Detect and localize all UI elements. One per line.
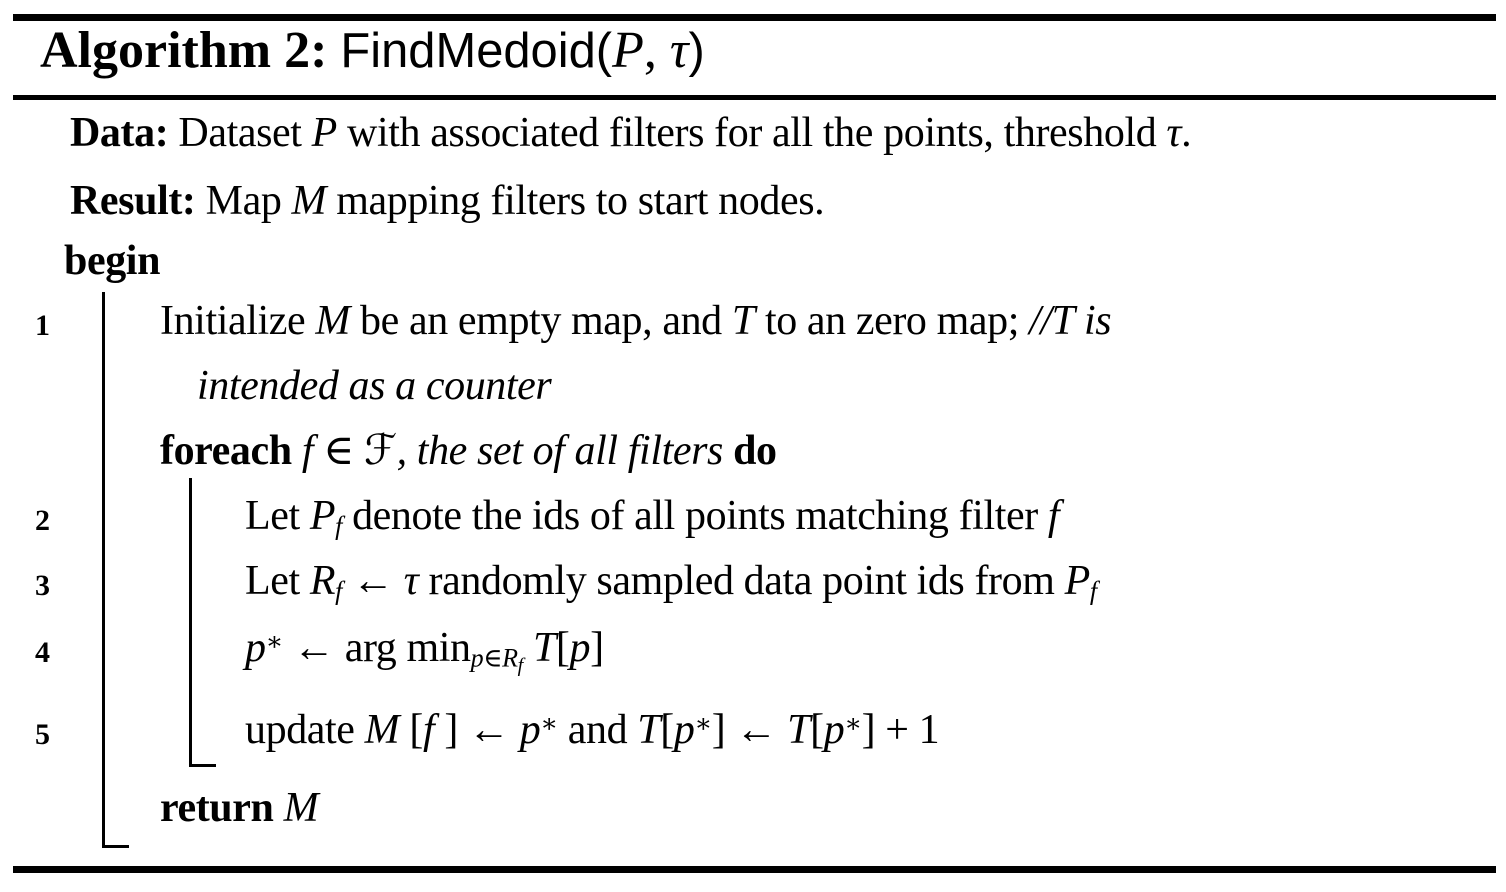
- begin-block-scope-line: [102, 292, 129, 848]
- line-number-4: 4: [35, 636, 50, 669]
- text-segment: M: [291, 178, 327, 224]
- text-segment: ∗: [694, 709, 712, 739]
- code-line-foreach: [160, 430, 777, 472]
- text-segment: to an zero map;: [754, 298, 1030, 344]
- text-segment: M: [364, 707, 400, 753]
- text-segment: ,: [643, 22, 670, 79]
- text-segment: ∗: [265, 627, 283, 657]
- bottom-rule: [13, 866, 1496, 873]
- text-segment: ] + 1: [861, 707, 940, 753]
- text-segment: with associated filters for all the points, threshold: [336, 110, 1167, 156]
- text-segment: randomly sampled data point ids from: [418, 558, 1065, 604]
- code-line-data: [70, 112, 1191, 154]
- text-segment: M: [283, 785, 319, 831]
- text-segment: FindMedoid: [340, 24, 596, 78]
- text-segment: f: [1047, 493, 1060, 539]
- text-segment: p: [245, 625, 266, 671]
- text-segment: f: [335, 576, 342, 606]
- text-segment: p: [673, 707, 695, 753]
- text-segment: ∗: [844, 709, 862, 739]
- text-segment: P: [309, 493, 336, 539]
- text-segment: update: [245, 707, 365, 753]
- line-number-3: 3: [35, 569, 50, 602]
- code-line-3: [245, 560, 1097, 605]
- text-segment: [: [810, 707, 824, 753]
- text-segment: [: [399, 707, 423, 753]
- text-segment: p: [519, 707, 541, 753]
- text-segment: f: [517, 654, 523, 677]
- text-segment: mapping filters to start nodes.: [326, 178, 825, 224]
- algorithm-title: [40, 22, 705, 79]
- text-segment: f: [335, 511, 342, 541]
- text-segment: , the set of all filters: [396, 428, 734, 474]
- text-segment: τ: [669, 22, 689, 79]
- text-segment: Let: [245, 493, 310, 539]
- text-segment: f: [301, 428, 314, 474]
- text-segment: ]: [590, 625, 604, 671]
- text-segment: τ: [403, 558, 419, 604]
- code-line-1-continued: [197, 365, 551, 407]
- text-segment: R: [309, 558, 336, 604]
- text-segment: [327, 22, 340, 79]
- text-segment: f: [422, 707, 435, 753]
- text-segment: return: [160, 785, 284, 831]
- text-segment: p: [823, 707, 845, 753]
- code-line-return: [160, 787, 318, 829]
- text-segment: R: [502, 643, 518, 673]
- text-segment: [: [555, 625, 570, 671]
- text-segment: f: [1089, 576, 1097, 606]
- text-segment: ℱ: [363, 428, 397, 474]
- text-segment: Data:: [70, 110, 169, 156]
- text-segment: ∗: [540, 709, 558, 739]
- text-segment: ): [688, 24, 705, 78]
- text-segment: be an empty map, and: [349, 298, 732, 344]
- code-line-5: [245, 709, 939, 751]
- text-segment: Dataset: [168, 110, 312, 156]
- text-segment: do: [733, 428, 777, 474]
- text-segment: Initialize: [160, 298, 316, 344]
- code-line-2: [245, 495, 1059, 540]
- text-segment: ] ←: [434, 707, 520, 753]
- code-line-4: [245, 627, 604, 676]
- line-number-5: 5: [35, 718, 50, 751]
- text-segment: P: [612, 22, 644, 79]
- text-segment: p: [470, 643, 484, 673]
- text-segment: //T is: [1029, 298, 1112, 344]
- text-segment: p: [569, 625, 591, 671]
- line-number-2: 2: [35, 504, 50, 537]
- text-segment: .: [1181, 110, 1192, 156]
- code-line-result: [70, 180, 824, 222]
- text-segment: ←: [341, 558, 404, 604]
- text-segment: begin: [64, 238, 161, 284]
- text-segment: T: [637, 707, 661, 753]
- text-segment: Algorithm 2:: [40, 22, 328, 79]
- text-segment: T: [787, 707, 811, 753]
- text-segment: ∈: [483, 643, 503, 673]
- text-segment: (: [595, 24, 613, 78]
- code-line-1: [160, 300, 1111, 342]
- line-number-1: 1: [35, 309, 50, 342]
- text-segment: denote the ids of all points matching filter: [341, 493, 1048, 539]
- text-segment: P: [311, 110, 337, 156]
- text-segment: Map: [195, 178, 292, 224]
- header-rule: [13, 95, 1496, 100]
- text-segment: intended as a counter: [197, 363, 552, 409]
- text-segment: Let: [245, 558, 310, 604]
- text-segment: ← arg min: [282, 625, 471, 671]
- text-segment: [523, 625, 533, 671]
- text-segment: ∈: [313, 428, 364, 474]
- text-segment: ] ←: [711, 707, 788, 753]
- code-line-begin: [64, 240, 160, 282]
- text-segment: τ: [1166, 110, 1182, 156]
- text-segment: M: [315, 298, 350, 344]
- text-segment: Result:: [70, 178, 196, 224]
- foreach-block-scope-line: [189, 478, 216, 767]
- text-segment: P: [1064, 558, 1090, 604]
- text-segment: and: [557, 707, 638, 753]
- text-segment: T: [731, 298, 755, 344]
- text-segment: T: [532, 625, 556, 671]
- text-segment: foreach: [160, 428, 302, 474]
- text-segment: [: [660, 707, 674, 753]
- top-rule: [13, 14, 1496, 21]
